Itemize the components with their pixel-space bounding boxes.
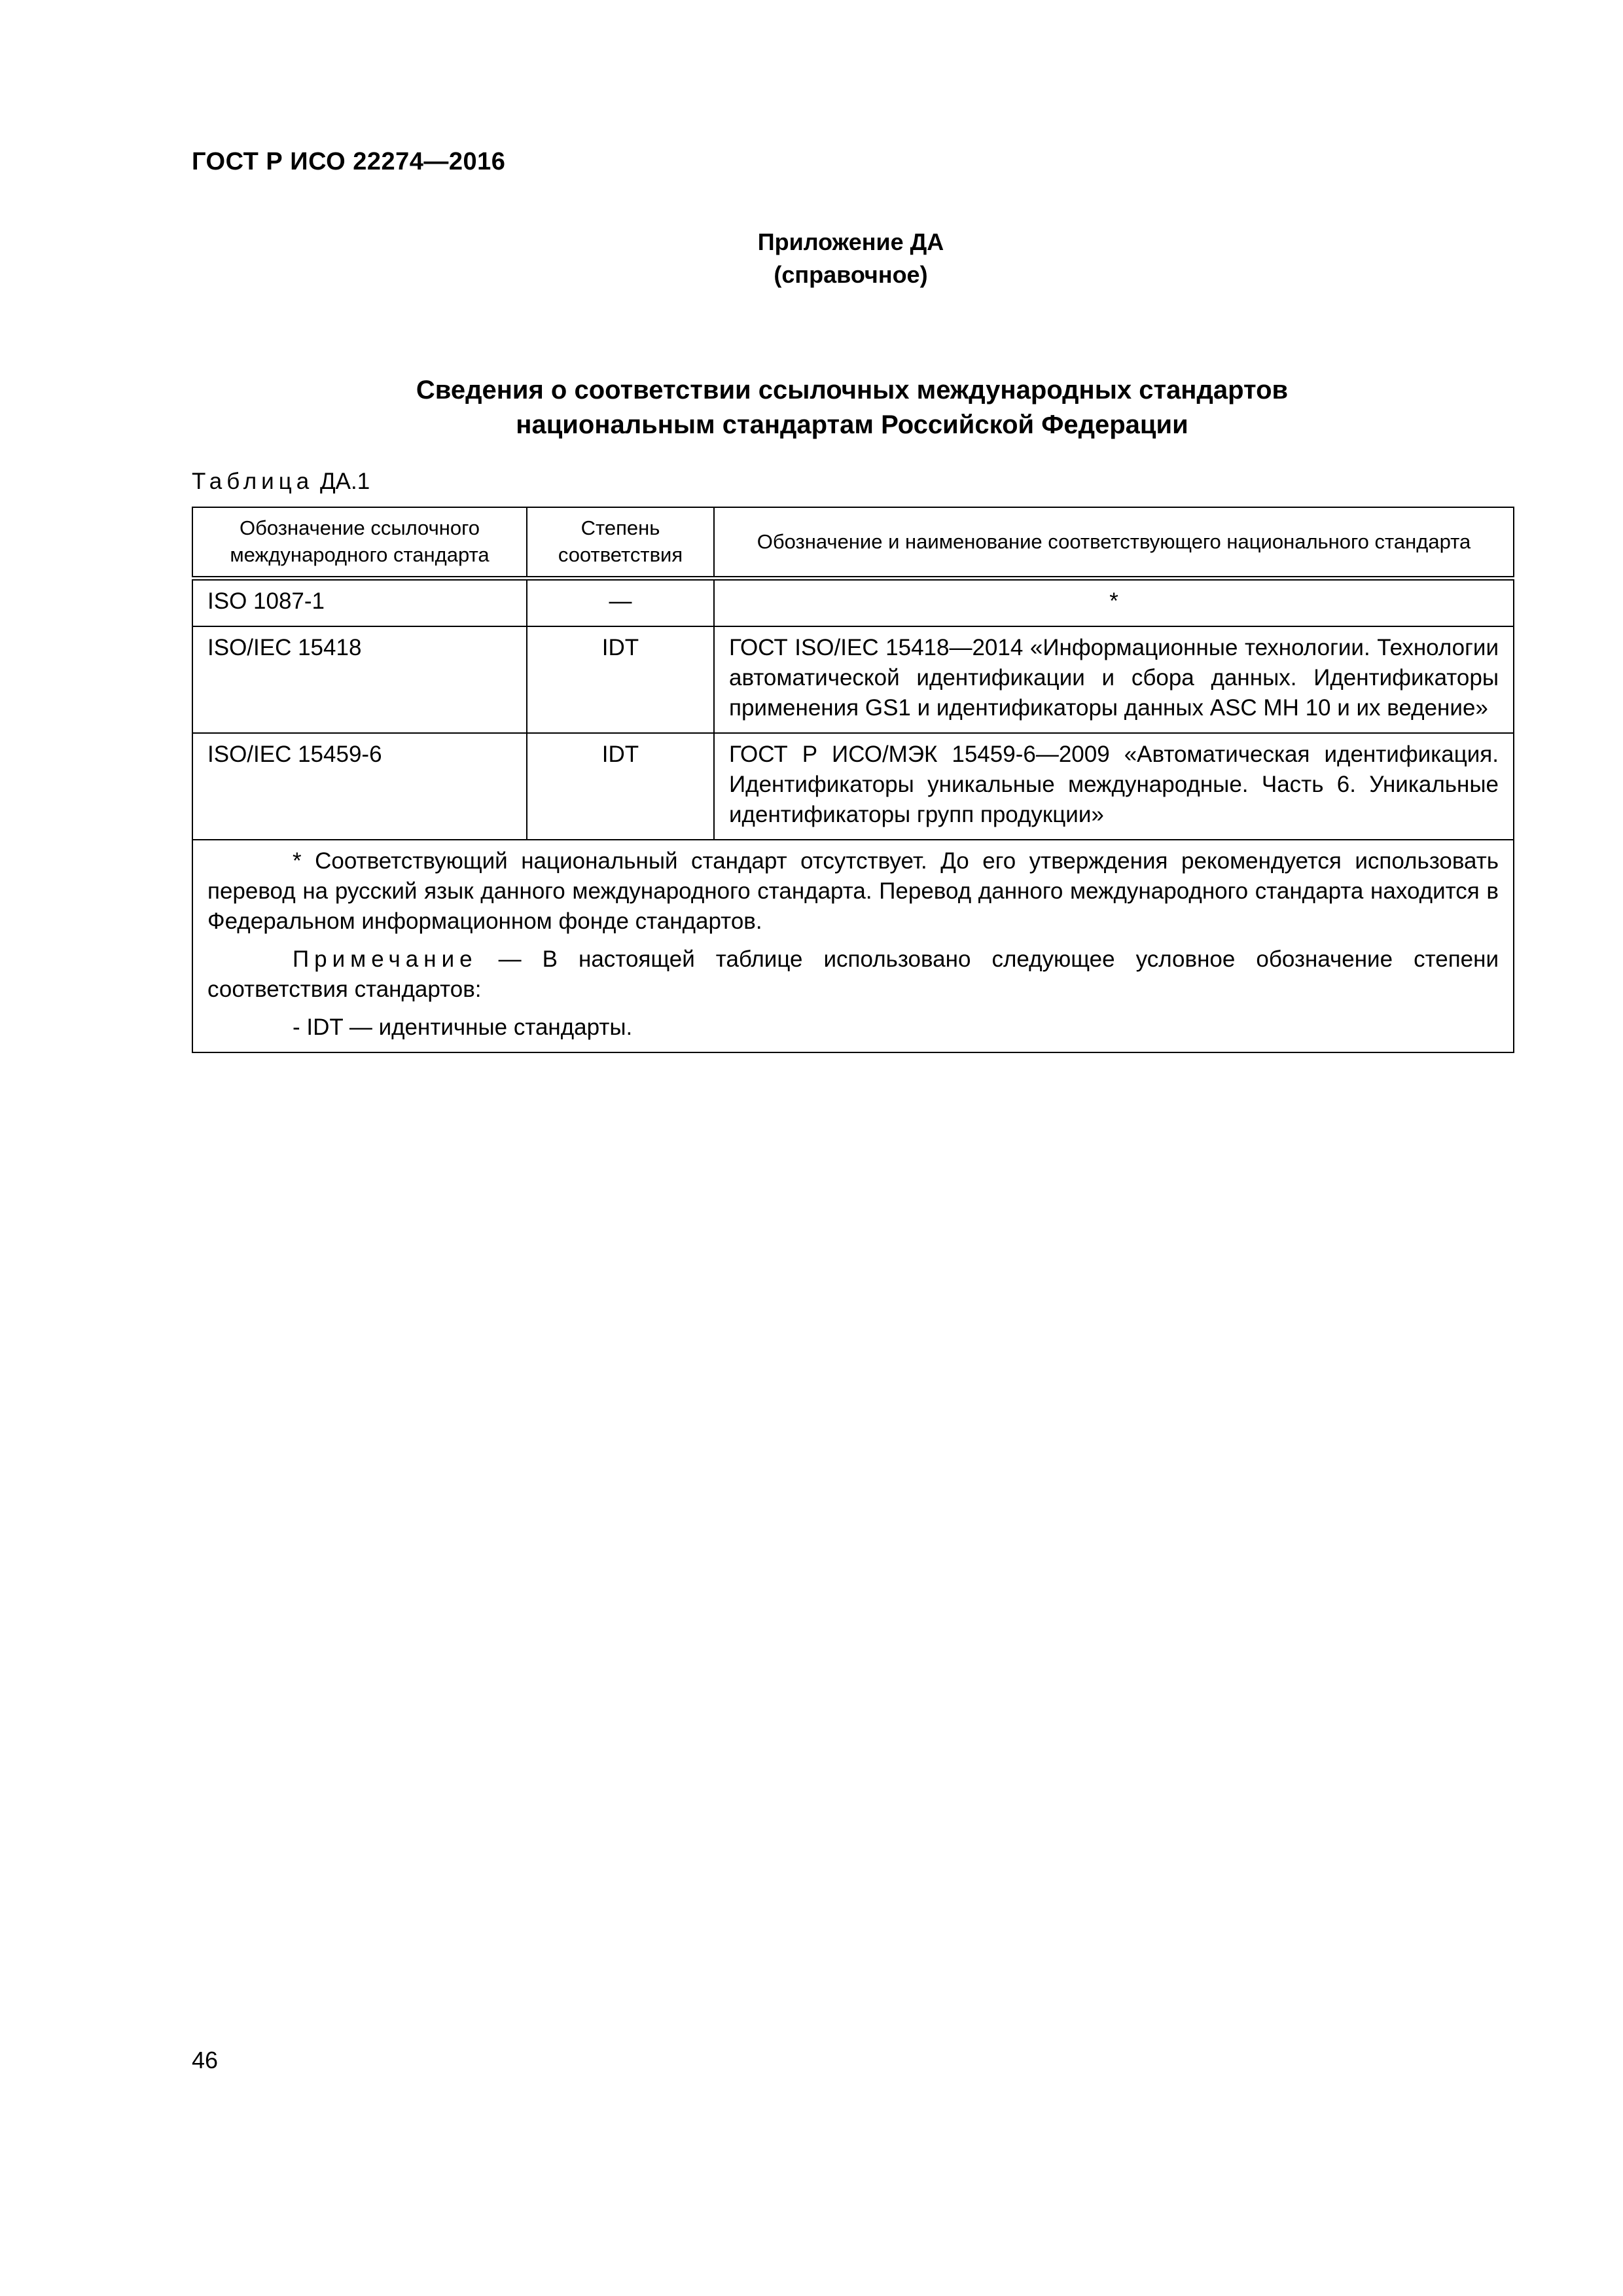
note-text: — В настоящей таблице использовано следующее условное обозначение степени соответствия стандартов: [207, 946, 1499, 1002]
table-row [192, 626, 1514, 733]
cell-degree: — [527, 579, 714, 627]
section-title [192, 373, 1512, 442]
table-row [192, 579, 1514, 627]
note-list-item: - IDT — идентичные стандарты. [293, 1014, 633, 1040]
document-code-header: ГОСТ Р ИСО 22274—2016 [192, 148, 506, 175]
cell-ref-standard: ISO 1087-1 [192, 579, 527, 627]
table-footer-row [192, 840, 1514, 1052]
cell-ref-standard: ISO/IEC 15459-6 [192, 733, 527, 840]
appendix-type: (справочное) [774, 261, 928, 288]
appendix-title: Приложение ДА [757, 228, 944, 255]
cell-national-standard: * [714, 579, 1514, 627]
page-number: 46 [192, 2047, 219, 2073]
cell-ref-standard: ISO/IEC 15418 [192, 626, 527, 733]
section-title-line-1: Сведения о соответствии ссылочных международных стандартов [416, 376, 1289, 404]
table-caption-word: Таблица [192, 469, 314, 494]
cell-national-standard: ГОСТ ISO/IEC 15418—2014 «Информационные технологии. Технологии автоматической идентификации и сбора данных. Идентификаторы применения GS1 и идентификаторы данных ASC MH 10 и их ведение» [714, 626, 1514, 733]
table-footnote: * Соответствующий национальный стандарт отсутствует. До его утверждения рекомендуется использовать перевод на русский язык данного международного стандарта. Перевод данного международного стандарта находится в Федеральном информационном фонде стандартов. [207, 848, 1499, 934]
table-caption-id: ДА.1 [319, 469, 370, 494]
cell-degree: IDT [527, 626, 714, 733]
header-degree: Степень соответствия [527, 507, 714, 579]
appendix-heading [654, 226, 1047, 291]
note-label: Примечание [293, 946, 478, 972]
correspondence-table [192, 507, 1514, 1053]
table-row [192, 733, 1514, 840]
table-footer-cell [192, 840, 1514, 1052]
table-note [207, 944, 1499, 1005]
header-national-standard: Обозначение и наименование соответствующего национального стандарта [714, 507, 1514, 579]
cell-national-standard: ГОСТ Р ИСО/МЭК 15459-6—2009 «Автоматическая идентификация. Идентификаторы уникальные международные. Часть 6. Уникальные идентификаторы групп продукции» [714, 733, 1514, 840]
section-title-line-2: национальным стандартам Российской Федерации [516, 410, 1188, 439]
header-ref-standard: Обозначение ссылочного международного стандарта [192, 507, 527, 579]
table-header-row [192, 507, 1514, 579]
table-caption [192, 467, 370, 497]
cell-degree: IDT [527, 733, 714, 840]
